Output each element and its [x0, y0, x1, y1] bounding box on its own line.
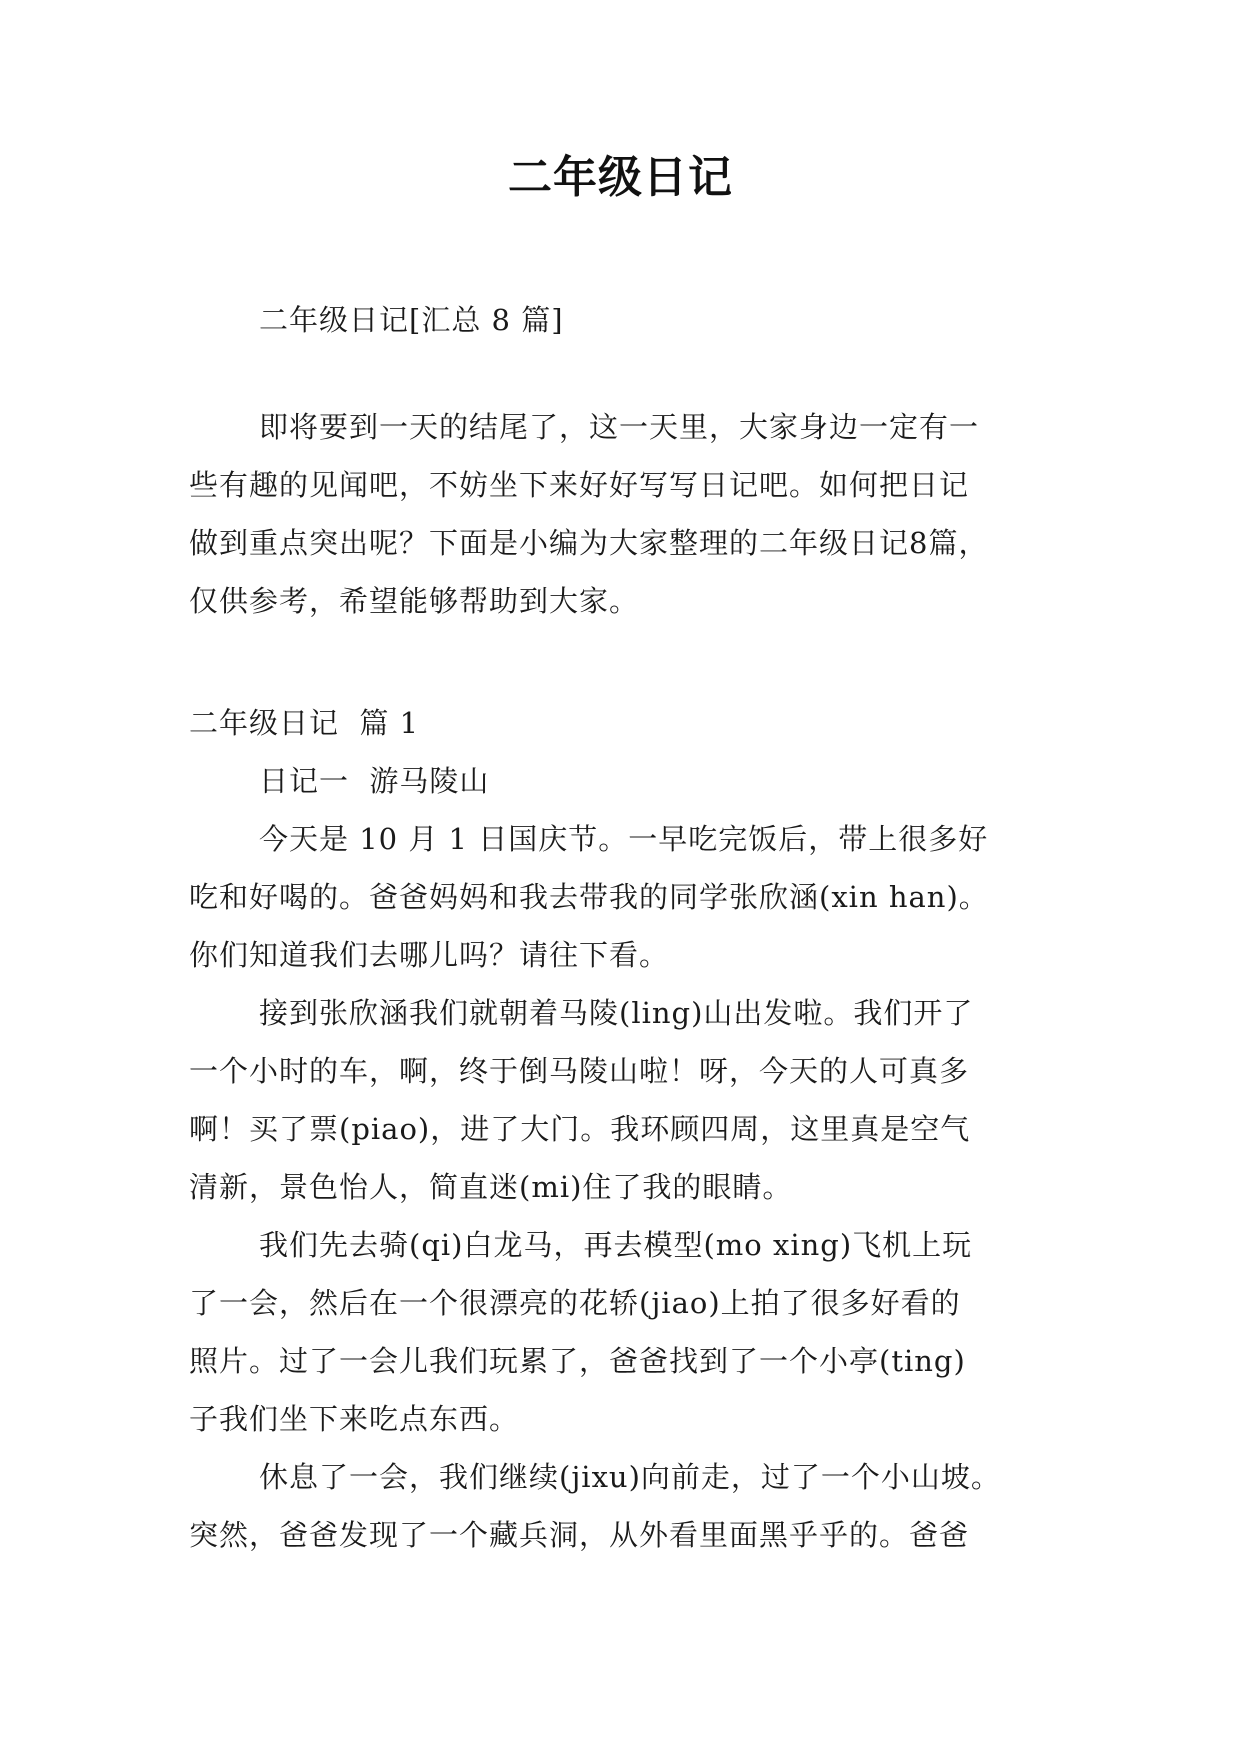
document-title: 二年级日记 — [508, 152, 733, 203]
body-paragraph — [189, 1448, 1069, 1564]
text-line: 子我们坐下来吃点东西。 — [189, 1402, 520, 1436]
text-line: 啊！买了票(piao)，进了大门。我环顾四周，这里真是空气 — [189, 1112, 971, 1146]
text-line: 些有趣的见闻吧，不妨坐下来好好写写日记吧。如何把日记 — [189, 468, 970, 502]
section-heading: 二年级日记 篇 1 — [189, 706, 420, 740]
diary-title: 日记一 游马陵山 — [259, 764, 490, 798]
text-line: 仅供参考，希望能够帮助到大家。 — [189, 584, 640, 618]
body-paragraph — [189, 1216, 1069, 1448]
text-line: 休息了一会，我们继续(jixu)向前走，过了一个小山坡。 — [259, 1460, 1001, 1494]
text-line: 照片。过了一会儿我们玩累了，爸爸找到了一个小亭(ting) — [189, 1344, 966, 1378]
body-paragraph — [189, 810, 1069, 984]
text-line: 做到重点突出呢？下面是小编为大家整理的二年级日记8篇， — [189, 526, 989, 560]
text-line: 你们知道我们去哪儿吗？请往下看。 — [189, 938, 670, 972]
text-line: 我们先去骑(qi)白龙马，再去模型(mo xing)飞机上玩 — [259, 1228, 973, 1262]
intro-paragraph — [189, 398, 1069, 630]
text-line: 今天是 10 月 1 日国庆节。一早吃完饭后，带上很多好 — [259, 822, 989, 856]
text-line: 了一会，然后在一个很漂亮的花轿(jiao)上拍了很多好看的 — [189, 1286, 961, 1320]
text-line: 吃和好喝的。爸爸妈妈和我去带我的同学张欣涵(xin han)。 — [189, 880, 989, 914]
text-line: 清新，景色怡人，简直迷(mi)住了我的眼睛。 — [189, 1170, 793, 1204]
text-line: 突然，爸爸发现了一个藏兵洞，从外看里面黑乎乎的。爸爸 — [189, 1518, 970, 1552]
text-line: 接到张欣涵我们就朝着马陵(ling)山出发啦。我们开了 — [259, 996, 974, 1030]
text-line: 即将要到一天的结尾了，这一天里，大家身边一定有一 — [259, 410, 980, 444]
text-line: 一个小时的车，啊，终于倒马陵山啦！呀，今天的人可真多 — [189, 1054, 970, 1088]
body-paragraph — [189, 984, 1069, 1216]
document-subtitle: 二年级日记[汇总 8 篇] — [259, 303, 564, 337]
